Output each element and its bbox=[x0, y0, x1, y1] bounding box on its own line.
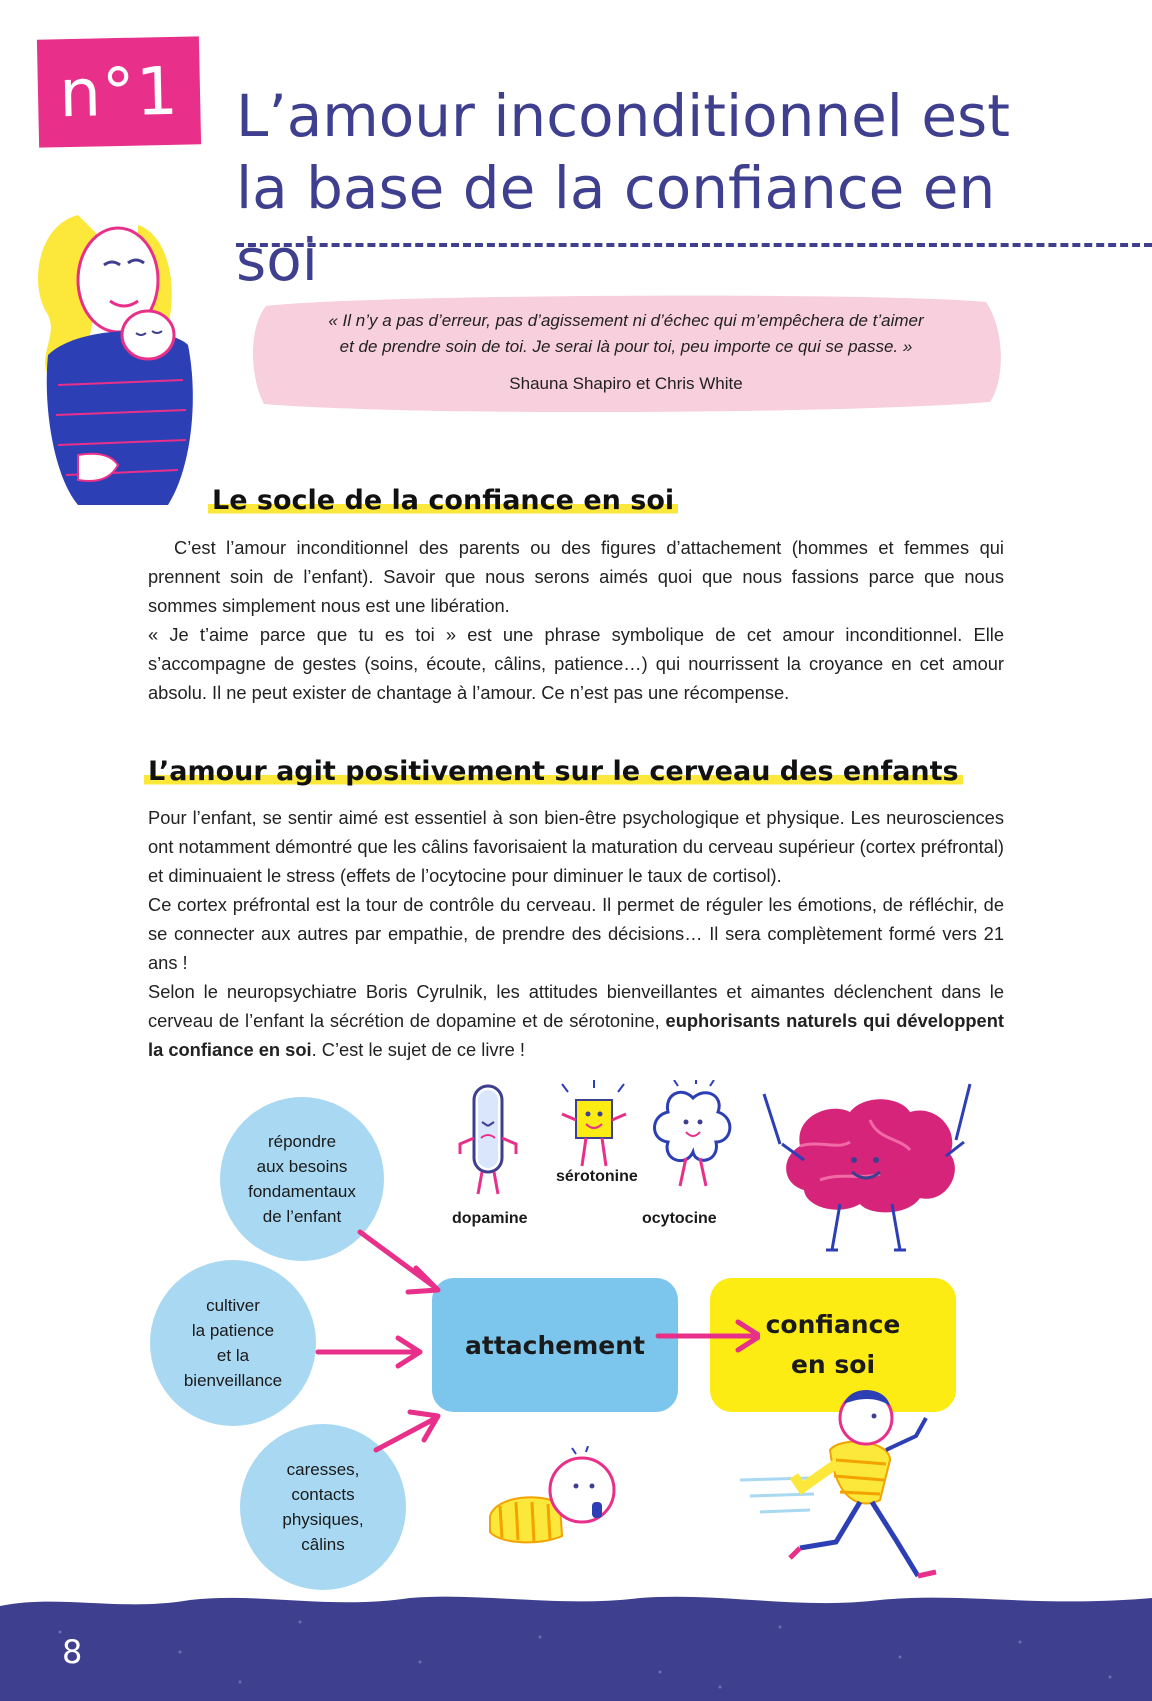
dopamine-label: dopamine bbox=[452, 1210, 528, 1227]
circle-1-line: fondamentaux bbox=[248, 1182, 356, 1201]
quote-line-2: et de prendre soin de toi. Je serai là pour toi, peu importe ce qui se passe. » bbox=[339, 337, 913, 356]
page-number: 8 bbox=[62, 1633, 83, 1671]
oxytocin-character-illustration bbox=[648, 1080, 738, 1192]
quote-line-1: « Il n’y a pas d’erreur, pas d’agissement ni d’échec qui m’empêchera de t’aimer bbox=[328, 311, 924, 330]
circle-1-line: répondre bbox=[267, 1132, 337, 1151]
page-title-line-2: la base de la confiance en soi bbox=[236, 154, 996, 294]
quote-author: Shauna Shapiro et Chris White bbox=[509, 374, 743, 393]
section-2-body bbox=[148, 803, 1004, 1064]
paragraph-3-bold: euphorisants naturels qui développent la confiance en soi bbox=[148, 1010, 1004, 1060]
circle-3-line: caresses, bbox=[286, 1460, 360, 1479]
section-1-paragraph-1: C’est l’amour inconditionnel des parents ou des figures d’attachement (hommes et femmes qui prennent soin de l’enfant). Savoir que nous serons aimés quoi que nous fassions parce que nous sommes simplement nous est une libération. bbox=[148, 537, 1004, 616]
circle-2-line: cultiver bbox=[206, 1296, 260, 1315]
quote-text bbox=[266, 308, 986, 360]
page-title bbox=[236, 80, 1056, 296]
serotonin-character-illustration bbox=[552, 1080, 636, 1176]
self-confidence-line-2: en soi bbox=[790, 1350, 876, 1379]
section-heading-text: Le socle de la confiance en soi bbox=[208, 485, 678, 516]
section-2-paragraph-1: Pour l’enfant, se sentir aimé est essentiel à son bien-être psychologique et physique. Les neurosciences ont notamment démontré que les câlins favorisaient la maturation du cerveau supérieur (cortex préfrontal) et diminuaient le stress (effets de l’ocytocine pour diminuer le taux de cortisol). bbox=[148, 807, 1004, 886]
section-2-paragraph-3 bbox=[148, 977, 1004, 1064]
circle-3-line: contacts bbox=[291, 1485, 355, 1504]
happy-brain-illustration bbox=[760, 1080, 980, 1260]
circle-1-line: aux besoins bbox=[256, 1157, 348, 1176]
circle-2-line: et la bbox=[216, 1346, 250, 1365]
section-heading-text: L’amour agit positivement sur le cerveau des enfants bbox=[144, 756, 963, 787]
circle-1-line: de l’enfant bbox=[262, 1207, 342, 1226]
serotonin-label: sérotonine bbox=[556, 1168, 638, 1185]
section-1-paragraph-2: « Je t’aime parce que tu es toi » est une phrase symbolique de cet amour inconditionnel. Elle s’accompagne de gestes (soins, écoute, câlins, patience…) qui nourrissent la croyance en cet amour absolu. Il ne peut exister de chantage à l’amour. Ce n’est pas une récompense. bbox=[148, 624, 1004, 703]
circle-2-line: bienveillance bbox=[183, 1371, 283, 1390]
circle-2-line: la patience bbox=[191, 1321, 275, 1340]
self-confidence-line-1: confiance bbox=[765, 1310, 901, 1339]
dopamine-character-illustration bbox=[450, 1078, 526, 1198]
page-title-line-1: L’amour inconditionnel est bbox=[236, 82, 1010, 150]
chapter-number-badge: n°1 bbox=[37, 36, 201, 147]
section-2-paragraph-2: Ce cortex préfrontal est la tour de contrôle du cerveau. Il permet de réguler les émotions, de réfléchir, de se connecter aux autres par empathie, de prendre des décisions… Il sera complètement formé vers 21 ans ! bbox=[148, 894, 1004, 973]
footer-band bbox=[0, 1592, 1152, 1701]
section-1-body bbox=[148, 533, 1004, 707]
attachment-box: attachement bbox=[432, 1278, 678, 1412]
crawling-baby-illustration bbox=[480, 1446, 630, 1556]
diagram-arrows bbox=[0, 1200, 760, 1480]
running-child-illustration bbox=[740, 1380, 970, 1580]
paragraph-3-end: . C’est le sujet de ce livre ! bbox=[311, 1039, 525, 1060]
section-heading-love-and-brain bbox=[144, 756, 963, 787]
paragraph-3-start: Selon le neuropsychiatre Boris Cyrulnik, les attitudes bienveillantes et aimantes déclenchent dans le cerveau de l’enfant la sécrétion de dopamine et de sérotonine, bbox=[148, 981, 1004, 1031]
mother-hugging-baby-illustration bbox=[18, 205, 218, 525]
section-heading-self-confidence-foundation bbox=[208, 485, 678, 516]
title-dashed-divider bbox=[236, 243, 1152, 247]
circle-3-line: câlins bbox=[301, 1535, 345, 1554]
oxytocin-label: ocytocine bbox=[642, 1210, 717, 1227]
circle-3-line: physiques, bbox=[282, 1510, 364, 1529]
